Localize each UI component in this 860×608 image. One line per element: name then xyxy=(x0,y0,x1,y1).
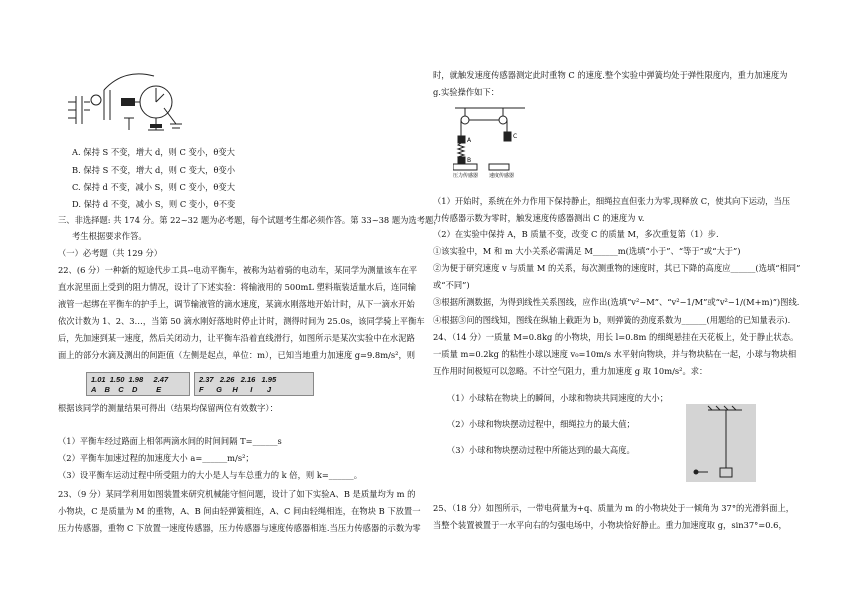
q24-part-1: （1）小球粘在物块上的瞬间，小球和物块共同速度的大小； xyxy=(447,393,668,403)
section3-instructions: 三、非选择题: 共 174 分。第 22~32 题为必考题，每个试题考生都必须作答。第 33~38 题为选考题， xyxy=(58,215,442,225)
q23-step: ①该实验中，M 和 m 大小关系必需满足 M______m(选填“小于”、“等于”或“大于”) xyxy=(433,246,741,256)
q22-prompt: 根据该同学的测量结果可得出（结果均保留两位有效数字）： xyxy=(58,403,278,413)
q23-step: （1）开始时，系统在外力作用下保持静止，细绳拉直但张力为零,现释放 C，使其向下运动，当压 xyxy=(433,196,791,206)
q23-step: ③根据所测数据，为得到线性关系图线，应作出(选填“v²−M”、“v²−1/M”或“v²−1/(M+m)”)图线. xyxy=(433,297,800,307)
option-a: A. 保持 S 不变，增大 d，则 C 变小，θ变大 xyxy=(72,147,235,157)
q24-line: 一质量 m=0.2kg 的粘性小球以速度 v₀=10m/s 水平射向物块，并与物块粘在一起，小球与物块相 xyxy=(433,349,797,359)
q23-step: 或“不同”) xyxy=(433,280,470,290)
fig-label-a: A xyxy=(467,137,472,144)
q22-line: 后，先加速到某一速度，然后关闭动力，让平衡车沿着直线滑行，如图所示是某次实验中在水泥路 xyxy=(58,333,415,343)
q22-part-3: （3）设平衡车运动过程中所受阻力的大小是人与车总重力的 k 倍，则 k=______。 xyxy=(58,470,362,480)
tape2-labels: F G H I J xyxy=(199,385,272,394)
q23-step: ②为便于研究速度 v 与质量 M 的关系，每次测重物的速度时，其已下降的高度应______(选填“相同” xyxy=(433,263,801,273)
water-drop-tape-1 xyxy=(86,372,190,396)
q22-line: 22、(6 分）一种新的短途代步工具--电动平衡车，被称为站着骑的电动车，某同学为测量该车在平 xyxy=(58,265,418,275)
q23-step: 力传感器示数为零时，触发速度传感器测出 C 的速度为 v. xyxy=(433,213,645,223)
q25-line: 25、（18 分）如图所示，一带电荷量为+q、质量为 m 的小物块处于一倾角为 37°的光滑斜面上， xyxy=(433,503,795,513)
q24-line: 互作用时间极短可以忽略。不计空气阻力，重力加速度 g 取 10m/s²。求： xyxy=(433,366,708,376)
section3-instructions-cont: 考生根据要求作答。 xyxy=(72,231,147,241)
q24-part-2: （2）小球和物块摆动过程中，细绳拉力的最大值； xyxy=(447,419,635,429)
q22-line: 依次计数为 1、2、3…，当第 50 滴水刚好落地时停止计时，测得时间为 25.0s，该同学骑上平衡车 xyxy=(58,316,425,326)
q22-part-1: （1）平衡车经过路面上相邻两滴水间的时间间隔 T=______s xyxy=(58,436,282,446)
tape2-values: 2.37 2.26 2.16 1.95 xyxy=(199,375,277,384)
q23-step: （2）在实验中保持 A，B 质量不变，改变 C 的质量 M，多次重复第（1）步. xyxy=(433,229,719,239)
q22-line: 面上的部分水滴及测出的间距值（左侧是起点，单位：m），已知当地重力加速度 g=9.8m/s²，则 xyxy=(58,350,416,360)
q22-line: 直水泥里面上受到的阻力情况，设计了下述实验：将输液用的 500mL 塑料瓶装适量水后，连同输 xyxy=(58,282,417,292)
option-c: C. 保持 d 不变，减小 S，则 C 变小，θ变大 xyxy=(72,182,236,192)
pendulum-drawing xyxy=(686,404,756,482)
q24-line: 24、（14 分）一质量 M=0.8kg 的小物块，用长 l=0.8m 的细绳悬挂在天花板上，处于静止状态。 xyxy=(433,332,799,342)
pendulum-figure xyxy=(686,404,756,482)
pressure-sensor-label: 压力传感器 xyxy=(453,173,479,178)
water-drop-tape-2 xyxy=(194,372,314,396)
q22-line: 液管一起绑在平衡车的护手上，调节输液管的滴水速度，某滴水刚落地开始计时，从下一滴水开始 xyxy=(58,299,415,309)
q23-step: ④根据③问的图线知，图线在纵轴上截距为 b，则弹簧的劲度系数为______(用题给的已知量表示). xyxy=(433,315,791,325)
q23-line: 小物块，C 是质量为 M 的重物，A、B 间由轻弹簧相连，A、C 间由轻绳相连，在物块 B 下放置一 xyxy=(58,506,421,516)
q23-cont-line: 时，就触发速度传感器测定此时重物 C 的速度.整个实验中弹簧均处于弹性限度内，重力加速度为 xyxy=(433,70,788,80)
q24-part-3: （3）小球和物块摆动过程中所能达到的最大高度。 xyxy=(447,445,635,455)
spring-pulley-figure xyxy=(453,104,529,178)
q25-line: 当整个装置被置于一水平向右的匀强电场中，小物块恰好静止。重力加速度取 g，sin37°=0.6， xyxy=(433,520,787,530)
q23-line: 23、（9 分）某同学利用如图装置来研究机械能守恒问题，设计了如下实验A、B 是质量均为 m 的 xyxy=(58,489,416,499)
speed-sensor-label: 速度传感器 xyxy=(489,173,515,178)
option-b: B. 保持 S 不变，增大 d，则 C 变大，θ变小 xyxy=(72,165,236,175)
tape1-labels: A B C D E xyxy=(91,385,162,394)
fig-label-c: C xyxy=(513,133,518,140)
q23-line: 压力传感器，重物 C 下放置一速度传感器，压力传感器与速度传感器相连.当压力传感器的示数为零 xyxy=(58,523,421,533)
tape1-values: 1.01 1.50 1.98 2.47 xyxy=(91,375,169,384)
fig-label-b: B xyxy=(467,157,472,164)
capacitor-electrometer-figure xyxy=(64,68,184,138)
q23-cont-line: g.实验操作如下： xyxy=(433,87,500,97)
required-heading: （一）必考题（共 129 分） xyxy=(58,248,163,258)
option-d: D. 保持 d 不变，减小 S，则 C 变小，θ不变 xyxy=(72,199,236,209)
q22-part-2: （2）平衡车加速过程的加速度大小 a=______m/s²； xyxy=(58,453,254,463)
